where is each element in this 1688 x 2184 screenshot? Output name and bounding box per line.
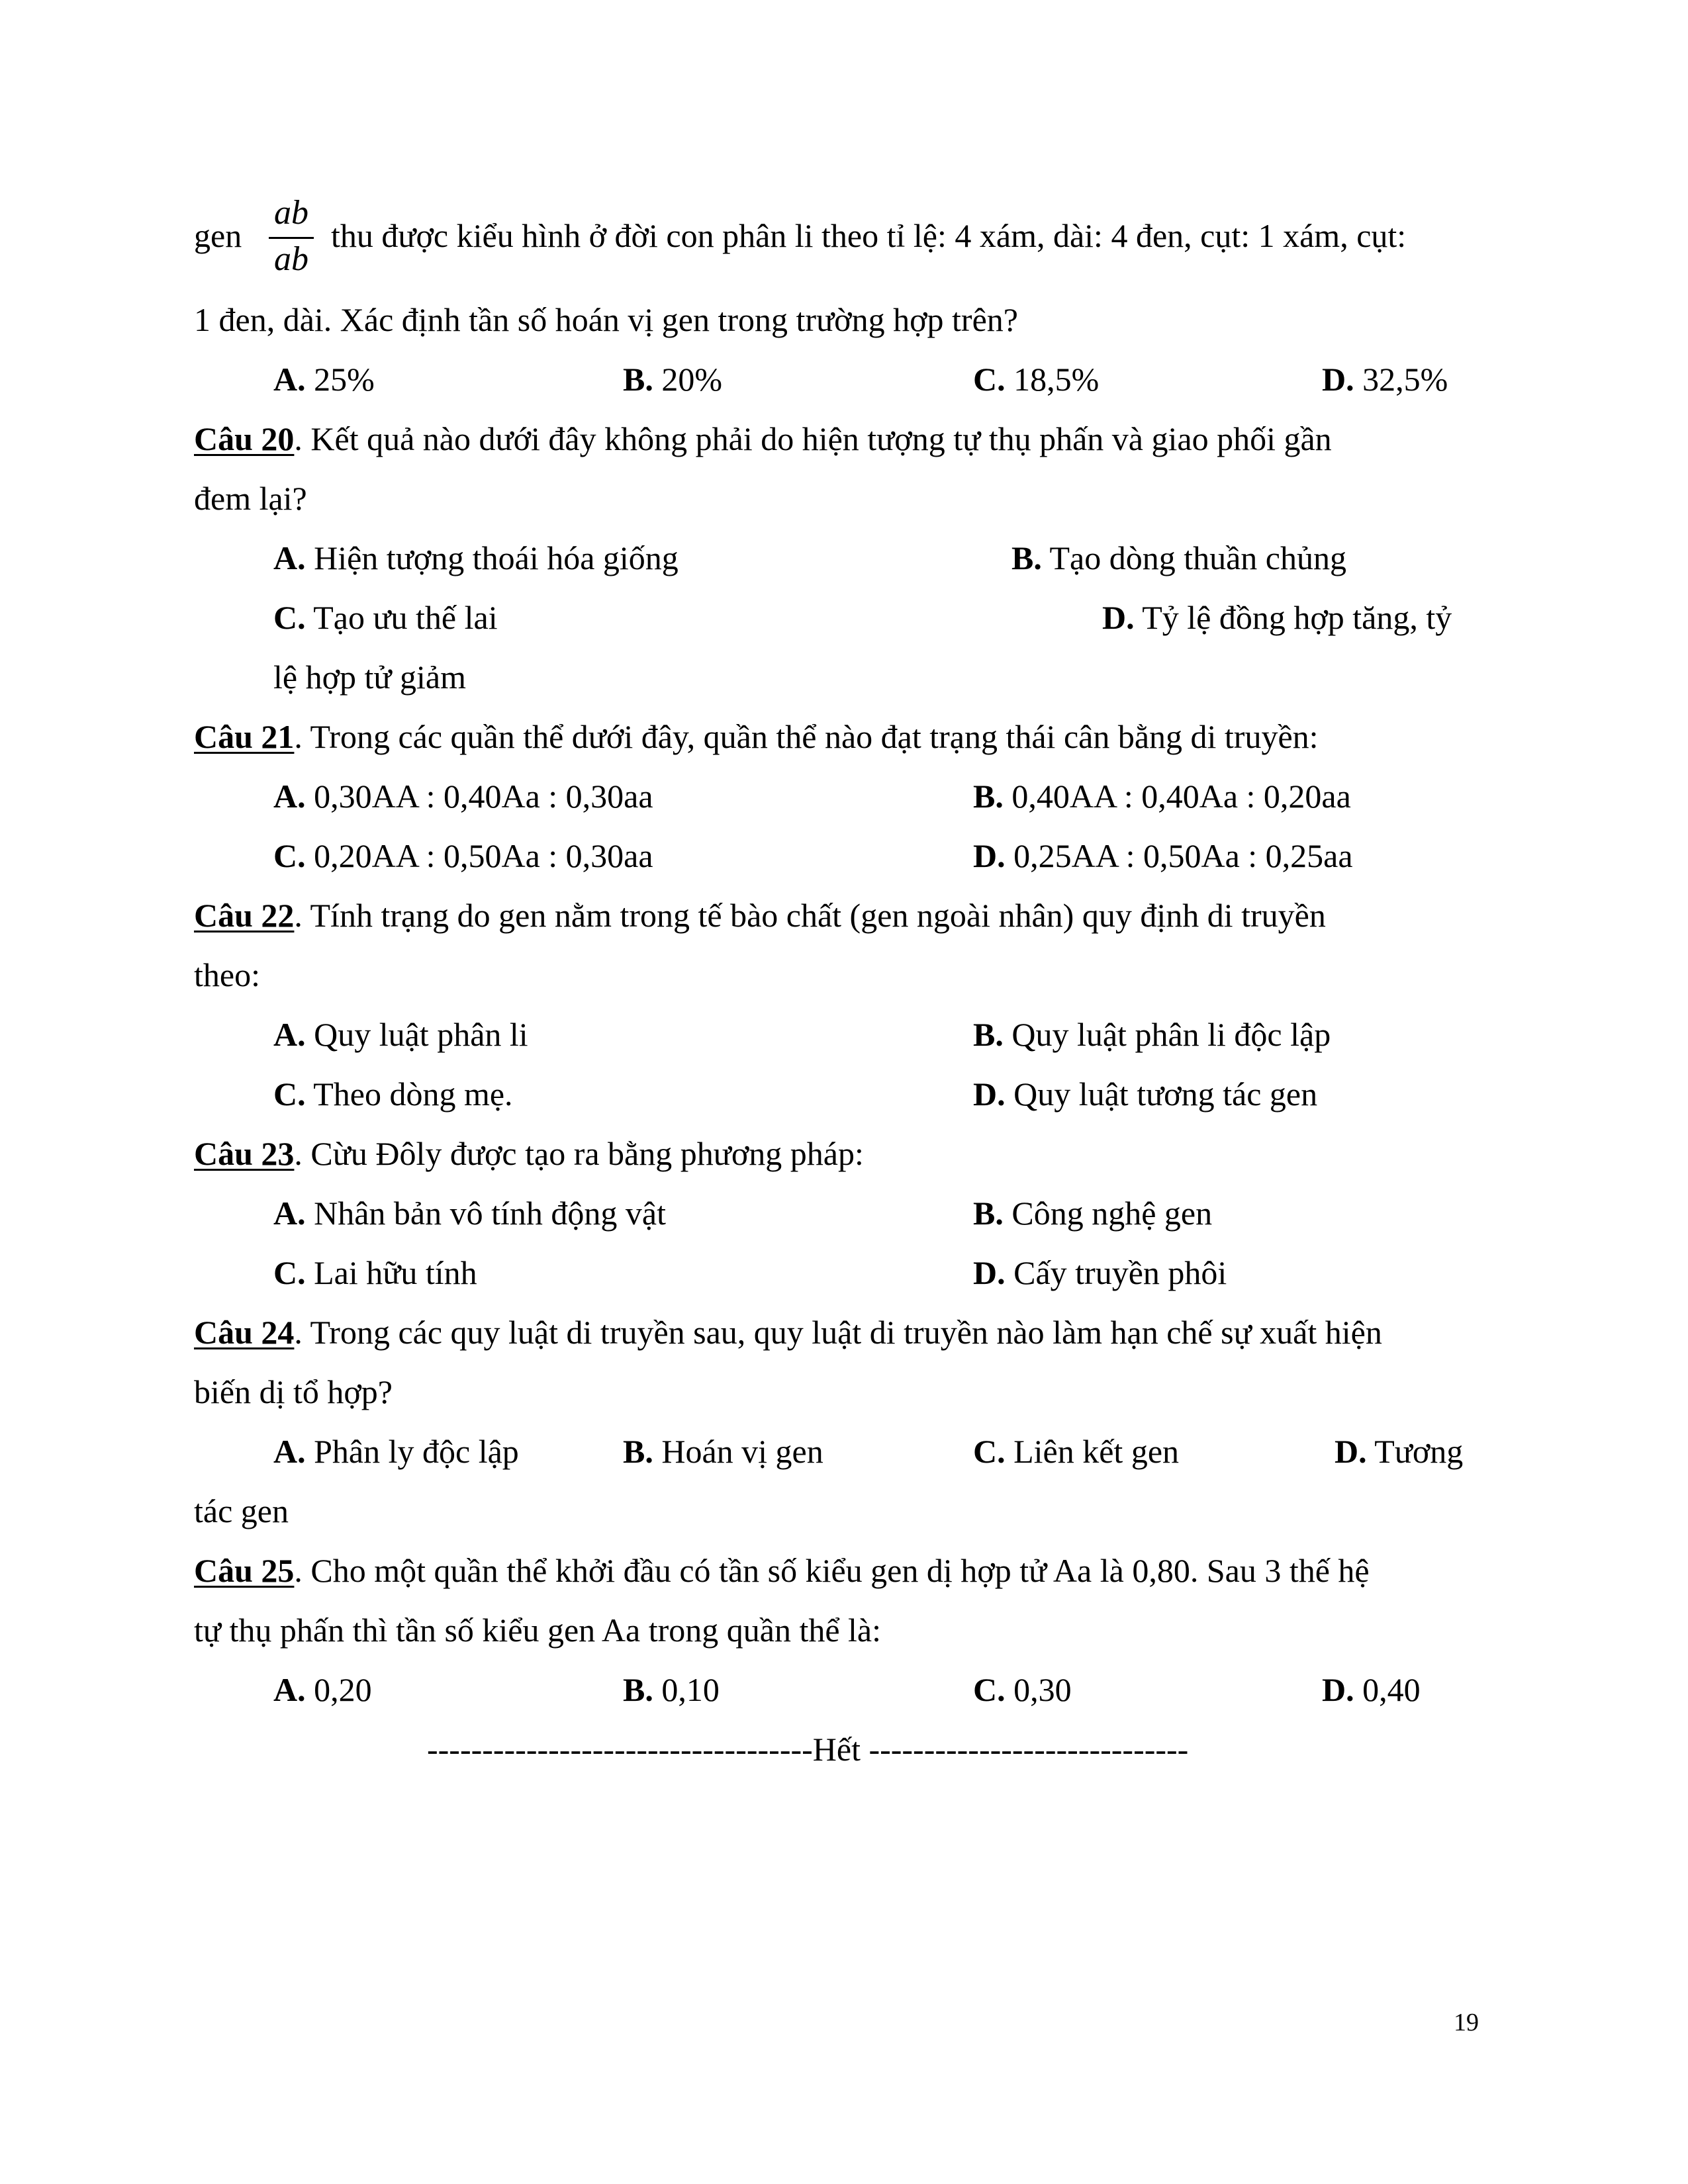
q23-option-b	[973, 1193, 1212, 1233]
option-text: Theo dòng mẹ.	[305, 1075, 513, 1113]
q25-line1	[194, 1551, 1370, 1590]
option-text: Hoán vị gen	[653, 1433, 823, 1470]
question-text: . Cừu Đôly được tạo ra bằng phương pháp:	[294, 1135, 864, 1172]
question-text: . Kết quả nào dưới đây không phải do hiện tượng tự thụ phấn và giao phối gần	[294, 420, 1332, 457]
option-text: Phân ly độc lập	[305, 1433, 519, 1470]
option-letter: D.	[973, 837, 1006, 874]
option-letter: B.	[1011, 539, 1042, 576]
option-letter: A.	[273, 778, 306, 815]
option-text: Tỷ lệ đồng hợp tăng, tỷ	[1134, 599, 1452, 636]
q24-option-d	[1335, 1432, 1463, 1471]
option-text: 0,20	[305, 1671, 372, 1708]
q20-option-d	[1102, 598, 1452, 637]
option-letter: B.	[623, 361, 653, 398]
option-text: 0,30	[1005, 1671, 1072, 1708]
option-letter: A.	[273, 1016, 306, 1053]
option-text: 25%	[305, 361, 375, 398]
q20-option-c	[273, 598, 498, 637]
question-label: Câu 22	[194, 897, 295, 934]
q22-line1	[194, 895, 1326, 935]
q24-option-d-continuation: tác gen	[194, 1492, 289, 1529]
option-text: Hiện tượng thoái hóa giống	[305, 539, 679, 576]
option-letter: A.	[273, 1433, 306, 1470]
q20-option-a	[273, 538, 679, 578]
option-text: 0,25AA : 0,50Aa : 0,25aa	[1005, 837, 1353, 874]
option-text: Cấy truyền phôi	[1005, 1254, 1227, 1291]
q22-line2: theo:	[194, 956, 260, 993]
question-label: Câu 23	[194, 1135, 295, 1172]
option-letter: C.	[973, 1671, 1006, 1708]
fraction-bar	[269, 237, 314, 239]
q24-option-b	[623, 1432, 823, 1471]
q24-line1	[194, 1312, 1382, 1352]
q21-line1	[194, 717, 1319, 756]
option-letter: D.	[1322, 361, 1354, 398]
q20-line1	[194, 419, 1332, 459]
option-text: 0,40	[1354, 1671, 1421, 1708]
option-letter: A.	[273, 1671, 306, 1708]
q22-option-a	[273, 1015, 528, 1054]
option-text: Tạo dòng thuần chủng	[1041, 539, 1346, 576]
option-letter: A.	[273, 1195, 306, 1232]
option-letter: B.	[973, 778, 1004, 815]
q19-option-b	[623, 359, 722, 399]
q19-prefix: gen	[194, 217, 242, 254]
q23-option-a	[273, 1193, 666, 1233]
q20-option-d-continuation: lệ hợp tử giảm	[273, 659, 466, 696]
option-letter: D.	[973, 1075, 1006, 1113]
option-letter: D.	[973, 1254, 1006, 1291]
question-text: . Tính trạng do gen nằm trong tế bào chất (gen ngoài nhân) quy định di truyền	[294, 897, 1326, 934]
q21-option-d	[973, 836, 1353, 876]
option-text: Quy luật phân li	[305, 1016, 528, 1053]
q19-option-c	[973, 359, 1099, 399]
option-text: 18,5%	[1005, 361, 1100, 398]
q22-option-c	[273, 1074, 513, 1114]
q22-option-d	[973, 1074, 1317, 1114]
question-label: Câu 25	[194, 1552, 295, 1589]
q19-text-line1: thu được kiểu hình ở đời con phân li theo tỉ lệ: 4 xám, dài: 4 đen, cụt: 1 xám, cụt:	[331, 217, 1407, 254]
option-text: 0,30AA : 0,40Aa : 0,30aa	[305, 778, 653, 815]
option-letter: C.	[973, 361, 1006, 398]
fraction-denominator: ab	[274, 240, 308, 278]
end-marker: -----------------------------------Hết -----------------------------	[427, 1731, 1189, 1768]
question-label: Câu 21	[194, 718, 295, 755]
fraction-numerator: ab	[274, 194, 308, 232]
option-letter: B.	[973, 1016, 1004, 1053]
q23-option-d	[973, 1253, 1227, 1293]
option-text: Liên kết gen	[1005, 1433, 1180, 1470]
question-text: . Cho một quần thể khởi đầu có tần số kiểu gen dị hợp tử Aa là 0,80. Sau 3 thế hệ	[294, 1552, 1370, 1589]
page-number: 19	[1454, 2009, 1479, 2036]
question-label: Câu 24	[194, 1314, 295, 1351]
q23-line1	[194, 1134, 864, 1173]
option-letter: D.	[1322, 1671, 1354, 1708]
option-text: 20%	[653, 361, 723, 398]
q23-option-c	[273, 1253, 477, 1293]
option-text: Tương	[1366, 1433, 1464, 1470]
option-text: 0,40AA : 0,40Aa : 0,20aa	[1003, 778, 1351, 815]
option-letter: A.	[273, 539, 306, 576]
option-text: Quy luật phân li độc lập	[1003, 1016, 1331, 1053]
option-letter: A.	[273, 361, 306, 398]
q20-option-b	[1011, 538, 1346, 578]
q24-option-c	[973, 1432, 1179, 1471]
q19-text-line2: 1 đen, dài. Xác định tần số hoán vị gen trong trường hợp trên?	[194, 301, 1018, 338]
q25-option-c	[973, 1670, 1072, 1709]
q19-option-a	[273, 359, 375, 399]
q20-line2: đem lại?	[194, 480, 307, 517]
option-letter: C.	[273, 837, 306, 874]
option-text: Công nghệ gen	[1003, 1195, 1213, 1232]
option-letter: D.	[1335, 1433, 1367, 1470]
option-letter: B.	[623, 1671, 653, 1708]
q21-option-b	[973, 776, 1351, 816]
option-letter: C.	[273, 1254, 306, 1291]
q21-option-c	[273, 836, 653, 876]
q24-option-a	[273, 1432, 519, 1471]
question-text: . Trong các quy luật di truyền sau, quy luật di truyền nào làm hạn chế sự xuất hiện	[294, 1314, 1382, 1351]
option-text: Quy luật tương tác gen	[1005, 1075, 1318, 1113]
q25-option-b	[623, 1670, 720, 1709]
question-text: . Trong các quần thể dưới đây, quần thể nào đạt trạng thái cân bằng di truyền:	[294, 718, 1319, 755]
option-letter: C.	[273, 599, 306, 636]
q25-option-a	[273, 1670, 372, 1709]
option-text: Tạo ưu thế lai	[305, 599, 498, 636]
q25-line2: tự thụ phấn thì tần số kiểu gen Aa trong quần thể là:	[194, 1612, 882, 1649]
q22-option-b	[973, 1015, 1331, 1054]
option-text: 0,10	[653, 1671, 720, 1708]
option-text: 32,5%	[1354, 361, 1448, 398]
option-text: Nhân bản vô tính động vật	[305, 1195, 666, 1232]
option-letter: C.	[973, 1433, 1006, 1470]
question-label: Câu 20	[194, 420, 295, 457]
q21-option-a	[273, 776, 653, 816]
option-text: 0,20AA : 0,50Aa : 0,30aa	[305, 837, 653, 874]
option-letter: B.	[623, 1433, 653, 1470]
option-letter: C.	[273, 1075, 306, 1113]
q19-option-d	[1322, 359, 1448, 399]
q25-option-d	[1322, 1670, 1421, 1709]
q24-line2: biến dị tổ hợp?	[194, 1373, 393, 1410]
option-letter: B.	[973, 1195, 1004, 1232]
option-letter: D.	[1102, 599, 1135, 636]
option-text: Lai hữu tính	[305, 1254, 477, 1291]
